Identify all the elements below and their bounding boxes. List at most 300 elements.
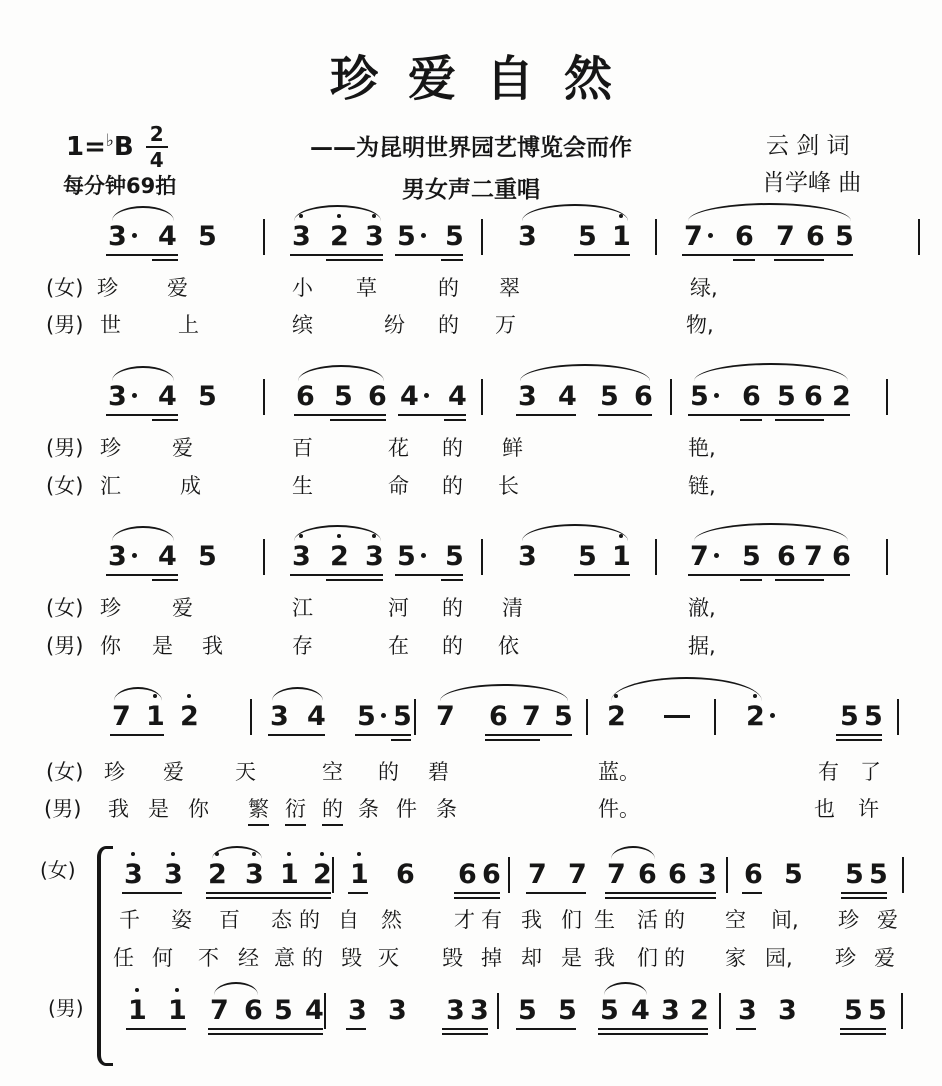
lyric-syllable: 据, xyxy=(688,634,716,658)
note-digit: 3 xyxy=(292,222,311,252)
note-digit: 3 xyxy=(108,221,127,252)
note xyxy=(146,702,165,732)
beam-line xyxy=(106,254,178,256)
meter-numerator: 2 xyxy=(146,124,168,148)
dash-note xyxy=(664,715,690,718)
note-digit: 6 xyxy=(668,859,687,890)
note-digit: 5 xyxy=(518,995,537,1026)
lyric-syllable: 万 xyxy=(495,313,516,337)
note-digit: 5 xyxy=(742,541,761,572)
lyric-syllable: 空 xyxy=(725,908,746,932)
song-subtitle: ——为昆明世界园艺博览会而作 xyxy=(310,135,632,161)
octave-dot xyxy=(175,988,179,992)
meter-denominator: 4 xyxy=(149,148,164,172)
note xyxy=(245,860,264,890)
lyric-syllable: 件。 xyxy=(598,797,640,821)
lyric-syllable: 珍 xyxy=(97,276,118,300)
beam-line xyxy=(688,574,850,576)
note xyxy=(607,702,626,732)
lyric-syllable: 然 xyxy=(381,908,402,932)
lyric-syllable: 掉 xyxy=(481,946,502,970)
lyric-syllable: 园, xyxy=(765,946,793,970)
system-brace xyxy=(97,846,113,1066)
barline xyxy=(586,699,588,735)
note xyxy=(568,860,587,890)
slur-arc xyxy=(688,203,851,221)
beam-line xyxy=(398,414,466,416)
barline xyxy=(670,379,672,415)
note xyxy=(348,996,367,1026)
beam-line xyxy=(574,254,630,256)
lyric-syllable: 们 xyxy=(561,908,582,932)
note-digit: 5 xyxy=(393,701,412,732)
note-digit: 2 xyxy=(330,222,349,252)
note-digit: 4 xyxy=(558,381,577,412)
note-digit: 3 xyxy=(245,860,264,890)
note-digit: 2 xyxy=(208,860,227,890)
lyric-syllable: 的 xyxy=(664,908,685,932)
lyric-syllable: 长 xyxy=(498,474,519,498)
note-digit: 4 xyxy=(305,995,324,1026)
note xyxy=(365,542,384,572)
slur-arc xyxy=(611,677,762,701)
note xyxy=(578,222,597,252)
lyric-syllable: 条 xyxy=(358,797,379,821)
lyric-syllable: 你 xyxy=(100,634,121,658)
note xyxy=(868,996,887,1026)
note-digit: 3 xyxy=(518,541,537,572)
note xyxy=(128,996,147,1026)
lyric-syllable: 何 xyxy=(152,946,173,970)
lyric-syllable: 的 xyxy=(438,313,459,337)
note-digit: 7 xyxy=(607,859,626,890)
note-digit: 5 xyxy=(578,541,597,572)
note xyxy=(742,382,761,412)
note-digit: 5 xyxy=(784,859,803,890)
barline xyxy=(897,699,899,735)
note-digit: 2 xyxy=(313,860,332,890)
lyric-syllable: 珍 xyxy=(100,596,121,620)
note xyxy=(108,382,137,412)
note-digit: 6 xyxy=(806,221,825,252)
note-digit: 5 xyxy=(334,381,353,412)
lyric-syllable: 世 xyxy=(100,313,121,337)
augmentation-dot xyxy=(770,713,775,718)
note xyxy=(835,222,854,252)
barline xyxy=(508,857,510,893)
slur-arc xyxy=(112,206,174,221)
note xyxy=(777,382,796,412)
lyric-syllable: 的 xyxy=(302,946,323,970)
note xyxy=(806,222,825,252)
lyric-syllable: 链, xyxy=(688,474,716,498)
beam-line xyxy=(442,1033,488,1035)
note-digit: 6 xyxy=(458,859,477,890)
lyric-syllable: 爱 xyxy=(167,276,188,300)
beam-line xyxy=(836,734,882,736)
slur-arc xyxy=(522,204,628,221)
beam-line xyxy=(454,892,500,894)
note-digit: 5 xyxy=(600,995,619,1026)
beam-line xyxy=(740,579,762,581)
note xyxy=(578,542,597,572)
note xyxy=(198,222,217,252)
note xyxy=(607,860,626,890)
lyric-syllable: 小 xyxy=(292,276,313,300)
beam-line xyxy=(840,1033,886,1035)
lyric-syllable: 花 xyxy=(388,436,409,460)
note xyxy=(668,860,687,890)
lyric-syllable: 艳, xyxy=(688,436,716,460)
note-digit: 5 xyxy=(844,995,863,1026)
note-digit: 5 xyxy=(397,221,416,252)
note-digit: 7 xyxy=(528,859,547,890)
beam-line xyxy=(774,259,824,261)
lyric-syllable: 我 xyxy=(108,797,129,821)
lyric-syllable: 存 xyxy=(292,634,313,658)
note-digit: 4 xyxy=(307,701,326,732)
note-digit: 3 xyxy=(738,995,757,1026)
note xyxy=(330,542,349,572)
note-digit: 6 xyxy=(396,859,415,890)
lyric-syllable: 绿, xyxy=(690,276,718,300)
note-digit: 2 xyxy=(746,702,765,732)
note-digit: 5 xyxy=(274,995,293,1026)
note xyxy=(108,222,137,252)
lyric-syllable: 毁 xyxy=(442,946,463,970)
note xyxy=(445,222,464,252)
note xyxy=(334,382,353,412)
beam-line xyxy=(775,419,824,421)
note xyxy=(164,860,183,890)
lyric-syllable: 物, xyxy=(686,313,714,337)
note-digit: 5 xyxy=(868,995,887,1026)
note-digit: 3 xyxy=(446,995,465,1026)
lyric-syllable: 珍 xyxy=(835,946,856,970)
barline xyxy=(714,699,716,735)
note xyxy=(832,382,851,412)
lyric-syllable: 是 xyxy=(152,634,173,658)
note-digit: 3 xyxy=(470,995,489,1026)
lyric-syllable: 家 xyxy=(725,946,746,970)
note-digit: 7 xyxy=(112,701,131,732)
beam-line xyxy=(290,574,383,576)
lyric-syllable: 爱 xyxy=(877,908,898,932)
lyric-syllable: 翠 xyxy=(499,276,520,300)
lyric-syllable: 了 xyxy=(860,760,881,784)
augmentation-dot xyxy=(424,393,429,398)
note xyxy=(844,996,863,1026)
lyric-syllable: 百 xyxy=(219,908,240,932)
beam-line xyxy=(330,419,386,421)
note xyxy=(292,222,311,252)
note-digit: 3 xyxy=(388,995,407,1026)
octave-dot xyxy=(357,852,361,856)
lyric-syllable: 生 xyxy=(292,474,313,498)
note xyxy=(735,222,754,252)
note xyxy=(840,702,859,732)
lyric-syllable: 许 xyxy=(858,797,879,821)
slur-arc xyxy=(440,684,568,701)
note xyxy=(244,996,263,1026)
note-digit: 3 xyxy=(292,542,311,572)
note-digit: 5 xyxy=(600,381,619,412)
lyric-syllable: 经 xyxy=(238,946,259,970)
note-digit: 5 xyxy=(777,381,796,412)
beam-line xyxy=(840,1028,886,1030)
barline xyxy=(918,219,920,255)
note xyxy=(518,996,537,1026)
note xyxy=(124,860,143,890)
slur-arc xyxy=(520,364,650,381)
note-digit: 2 xyxy=(607,702,626,732)
note xyxy=(313,860,332,890)
beam-line xyxy=(126,1028,186,1030)
beam-line xyxy=(208,1028,323,1030)
note-digit: 6 xyxy=(638,859,657,890)
lyric-syllable: 的 xyxy=(378,760,399,784)
note-digit: 5 xyxy=(840,701,859,732)
lyric-syllable: 河 xyxy=(388,596,409,620)
note xyxy=(600,382,619,412)
beam-line xyxy=(395,254,463,256)
lyric-syllable: 爱 xyxy=(874,946,895,970)
slur-arc xyxy=(112,366,174,381)
note xyxy=(558,996,577,1026)
note xyxy=(776,222,795,252)
note xyxy=(528,860,547,890)
octave-dot xyxy=(320,852,324,856)
note-digit: 5 xyxy=(445,541,464,572)
note-digit: 7 xyxy=(436,701,455,732)
lyric-syllable: 我 xyxy=(594,946,615,970)
note-digit: 2 xyxy=(330,542,349,572)
note xyxy=(690,542,719,572)
note-digit: 7 xyxy=(568,859,587,890)
lyric-syllable: 活 xyxy=(637,908,658,932)
beam-line xyxy=(290,254,383,256)
note-digit: 2 xyxy=(690,995,709,1026)
note-digit: 5 xyxy=(445,221,464,252)
note-digit: 3 xyxy=(124,860,143,890)
lyric-syllable: 的 xyxy=(438,276,459,300)
note-digit: 5 xyxy=(578,221,597,252)
note xyxy=(489,702,508,732)
note xyxy=(393,702,412,732)
beam-line xyxy=(598,1028,708,1030)
lyric-syllable: (女) xyxy=(46,596,84,620)
note-digit: 3 xyxy=(164,860,183,890)
augmentation-dot xyxy=(421,233,426,238)
lyric-syllable: 衍 xyxy=(285,793,306,826)
note xyxy=(180,702,199,732)
note-digit: 4 xyxy=(158,221,177,252)
lyric-syllable: 的 xyxy=(442,634,463,658)
note-digit: 3 xyxy=(365,222,384,252)
note-digit: 4 xyxy=(158,541,177,572)
note xyxy=(522,702,541,732)
note xyxy=(397,542,426,572)
lyric-syllable: 珍 xyxy=(104,760,125,784)
note xyxy=(458,860,477,890)
barline xyxy=(719,993,721,1029)
lyric-syllable: 汇 xyxy=(100,474,121,498)
lyric-syllable: (男) xyxy=(46,634,84,658)
note xyxy=(350,860,369,890)
note-digit: 1 xyxy=(128,996,147,1026)
lyric-syllable: 依 xyxy=(498,634,519,658)
slur-arc xyxy=(214,982,258,995)
lyric-syllable: 生 xyxy=(594,908,615,932)
beam-line xyxy=(605,892,716,894)
note-digit: 6 xyxy=(634,381,653,412)
beam-line xyxy=(122,892,182,894)
beam-line xyxy=(346,1028,366,1030)
lyric-syllable: 蓝。 xyxy=(598,760,640,784)
note xyxy=(446,996,465,1026)
beam-line xyxy=(152,419,178,421)
note-digit: 6 xyxy=(744,859,763,890)
beam-line xyxy=(742,892,762,894)
lyric-syllable: 珍 xyxy=(838,908,859,932)
tempo-marking: 每分钟69拍 xyxy=(63,174,177,198)
lyric-syllable: 意 xyxy=(274,946,295,970)
augmentation-dot xyxy=(714,393,719,398)
octave-dot xyxy=(135,988,139,992)
note xyxy=(634,382,653,412)
note-digit: 3 xyxy=(348,995,367,1026)
lyric-syllable: 的 xyxy=(664,946,685,970)
note-digit: 7 xyxy=(690,541,709,572)
lyric-syllable: 任 xyxy=(113,946,134,970)
note xyxy=(738,996,757,1026)
note xyxy=(518,542,537,572)
barline xyxy=(726,857,728,893)
note-digit: 4 xyxy=(631,995,650,1026)
note xyxy=(400,382,429,412)
octave-dot xyxy=(171,852,175,856)
lyric-syllable: 的 xyxy=(442,436,463,460)
beam-line xyxy=(152,579,178,581)
note xyxy=(270,702,289,732)
note xyxy=(208,860,227,890)
note-digit: 3 xyxy=(365,542,384,572)
note-digit: 6 xyxy=(777,541,796,572)
augmentation-dot xyxy=(421,553,426,558)
note xyxy=(108,542,137,572)
note-digit: 7 xyxy=(522,701,541,732)
note-digit: 1 xyxy=(350,860,369,890)
barline xyxy=(886,539,888,575)
barline xyxy=(263,539,265,575)
flat-icon: ♭ xyxy=(105,131,114,151)
slur-arc xyxy=(604,982,647,995)
note xyxy=(158,542,177,572)
lyric-syllable: 江 xyxy=(292,596,313,620)
note-digit: 1 xyxy=(168,996,187,1026)
note-digit: 4 xyxy=(158,381,177,412)
barline xyxy=(481,219,483,255)
note xyxy=(274,996,293,1026)
key-prefix: 1= xyxy=(66,132,106,162)
lyric-syllable: 繁 xyxy=(248,793,269,826)
lyric-syllable: (男) xyxy=(44,797,82,821)
note xyxy=(296,382,315,412)
note-digit: 6 xyxy=(742,381,761,412)
beam-line xyxy=(836,739,882,741)
beam-line xyxy=(775,579,824,581)
beam-line xyxy=(355,734,411,736)
lyric-syllable: 纷 xyxy=(384,313,405,337)
lyric-syllable: 有 xyxy=(818,760,839,784)
beam-line xyxy=(268,734,325,736)
lyric-syllable: 草 xyxy=(356,276,377,300)
note-digit: 1 xyxy=(612,222,631,252)
lyric-syllable: 件 xyxy=(396,797,417,821)
lyric-syllable: (男) xyxy=(46,436,84,460)
note-digit: 1 xyxy=(280,860,299,890)
beam-line xyxy=(294,414,386,416)
octave-dot xyxy=(131,852,135,856)
note xyxy=(778,996,797,1026)
note-digit: 6 xyxy=(244,995,263,1026)
note xyxy=(305,996,324,1026)
beam-line xyxy=(326,579,383,581)
lyric-syllable: 澈, xyxy=(688,596,716,620)
lyric-syllable: 我 xyxy=(202,634,223,658)
lyric-syllable: 你 xyxy=(188,797,209,821)
note xyxy=(690,996,709,1026)
beam-line xyxy=(110,734,164,736)
beam-line xyxy=(485,739,540,741)
beam-line xyxy=(841,897,887,899)
note xyxy=(845,860,864,890)
note xyxy=(777,542,796,572)
note-digit: 5 xyxy=(198,221,217,252)
beam-line xyxy=(441,259,463,261)
beam-line xyxy=(441,579,463,581)
barline xyxy=(655,219,657,255)
note-digit: 5 xyxy=(835,221,854,252)
octave-dot xyxy=(287,852,291,856)
note-digit: 7 xyxy=(684,221,703,252)
lyric-syllable: 的 xyxy=(322,793,343,826)
note xyxy=(690,382,719,412)
note-digit: 3 xyxy=(518,381,537,412)
lyric-syllable: 上 xyxy=(178,313,199,337)
lyric-syllable: (女) xyxy=(46,760,84,784)
note-digit: 6 xyxy=(489,701,508,732)
lyric-syllable: 的 xyxy=(442,474,463,498)
note xyxy=(612,222,631,252)
note xyxy=(832,542,851,572)
note xyxy=(158,222,177,252)
beam-line xyxy=(736,1028,756,1030)
note-digit: 5 xyxy=(397,541,416,572)
note xyxy=(698,860,717,890)
note xyxy=(744,860,763,890)
slur-arc xyxy=(611,846,655,859)
note-digit: 6 xyxy=(735,221,754,252)
beam-line xyxy=(598,414,652,416)
lyric-syllable: 有 xyxy=(481,908,502,932)
note-digit: 3 xyxy=(778,995,797,1026)
note-digit: 3 xyxy=(518,221,537,252)
note xyxy=(470,996,489,1026)
barline xyxy=(414,699,416,735)
lyric-syllable: 爱 xyxy=(163,760,184,784)
slur-arc xyxy=(294,205,381,221)
